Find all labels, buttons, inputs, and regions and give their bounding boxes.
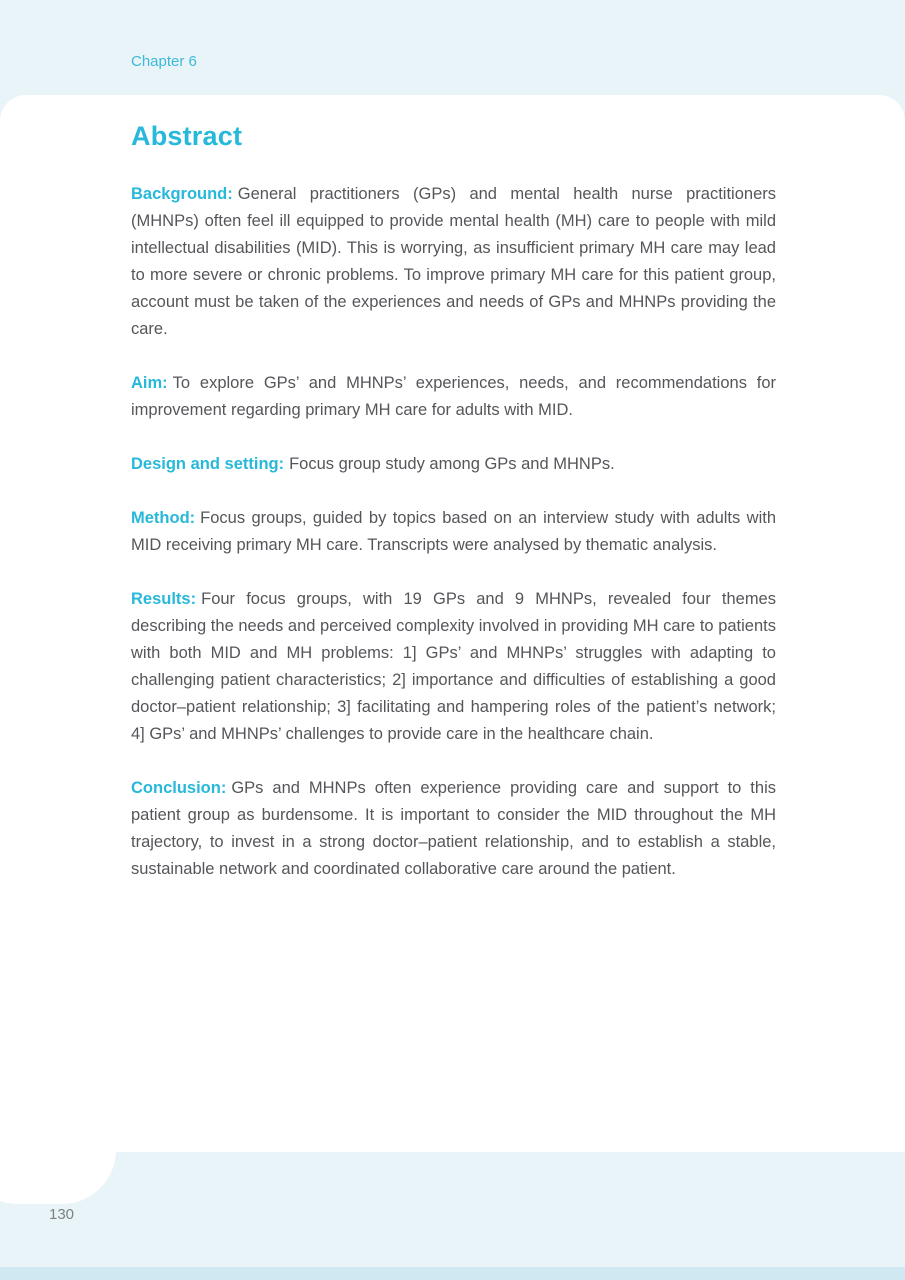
section-label: Results: (131, 590, 197, 608)
corner-decoration (0, 1098, 116, 1204)
abstract-section-results (131, 586, 776, 748)
section-label: Aim: (131, 374, 168, 392)
chapter-label: Chapter 6 (131, 53, 197, 70)
abstract-section-aim (131, 370, 776, 424)
section-label: Conclusion: (131, 779, 227, 797)
abstract-section-conclusion (131, 775, 776, 883)
section-label: Method: (131, 509, 196, 527)
section-text: Focus groups, guided by topics based on an interview study with adults with MID receiving primary MH care. Transcripts were analysed by thematic analysis. (131, 509, 776, 554)
abstract-section-design (131, 451, 776, 478)
section-label: Design and setting: (131, 455, 285, 473)
abstract-content (131, 123, 776, 910)
section-text: GPs and MHNPs often experience providing care and support to this patient group as burdensome. It is important to consider the MID throughout the MH trajectory, to invest in a strong doctor–patient relationship, and to establish a stable, sustainable network and coordinated collaborative care around the patient. (131, 779, 776, 878)
section-text: Focus group study among GPs and MHNPs. (289, 455, 615, 473)
page-number: 130 (49, 1206, 75, 1223)
abstract-section-method (131, 505, 776, 559)
section-text: General practitioners (GPs) and mental health nurse practitioners (MHNPs) often feel ill equipped to provide mental health (MH) care to people with mild intellectual disabilities (MID). This is worrying, as insufficient primary MH care may lead to more severe or chronic problems. To improve primary MH care for this patient group, account must be taken of the experiences and needs of GPs and MHNPs providing the care. (131, 185, 776, 338)
section-text: To explore GPs’ and MHNPs’ experiences, needs, and recommendations for improvement regarding primary MH care for adults with MID. (131, 374, 776, 419)
abstract-section-background (131, 181, 776, 343)
bottom-strip (0, 1267, 905, 1280)
page-title: Abstract (131, 121, 243, 151)
section-label: Background: (131, 185, 233, 203)
section-text: Four focus groups, with 19 GPs and 9 MHNPs, revealed four themes describing the needs and perceived complexity involved in providing MH care to patients with both MID and MH problems: 1] GPs’ and MHNPs’ struggles with adapting to challenging patient characteristics; 2] importance and difficulties of establishing a good doctor–patient relationship; 3] facilitating and hampering roles of the patient’s network; 4] GPs’ and MHNPs’ challenges to provide care in the healthcare chain. (131, 590, 776, 743)
